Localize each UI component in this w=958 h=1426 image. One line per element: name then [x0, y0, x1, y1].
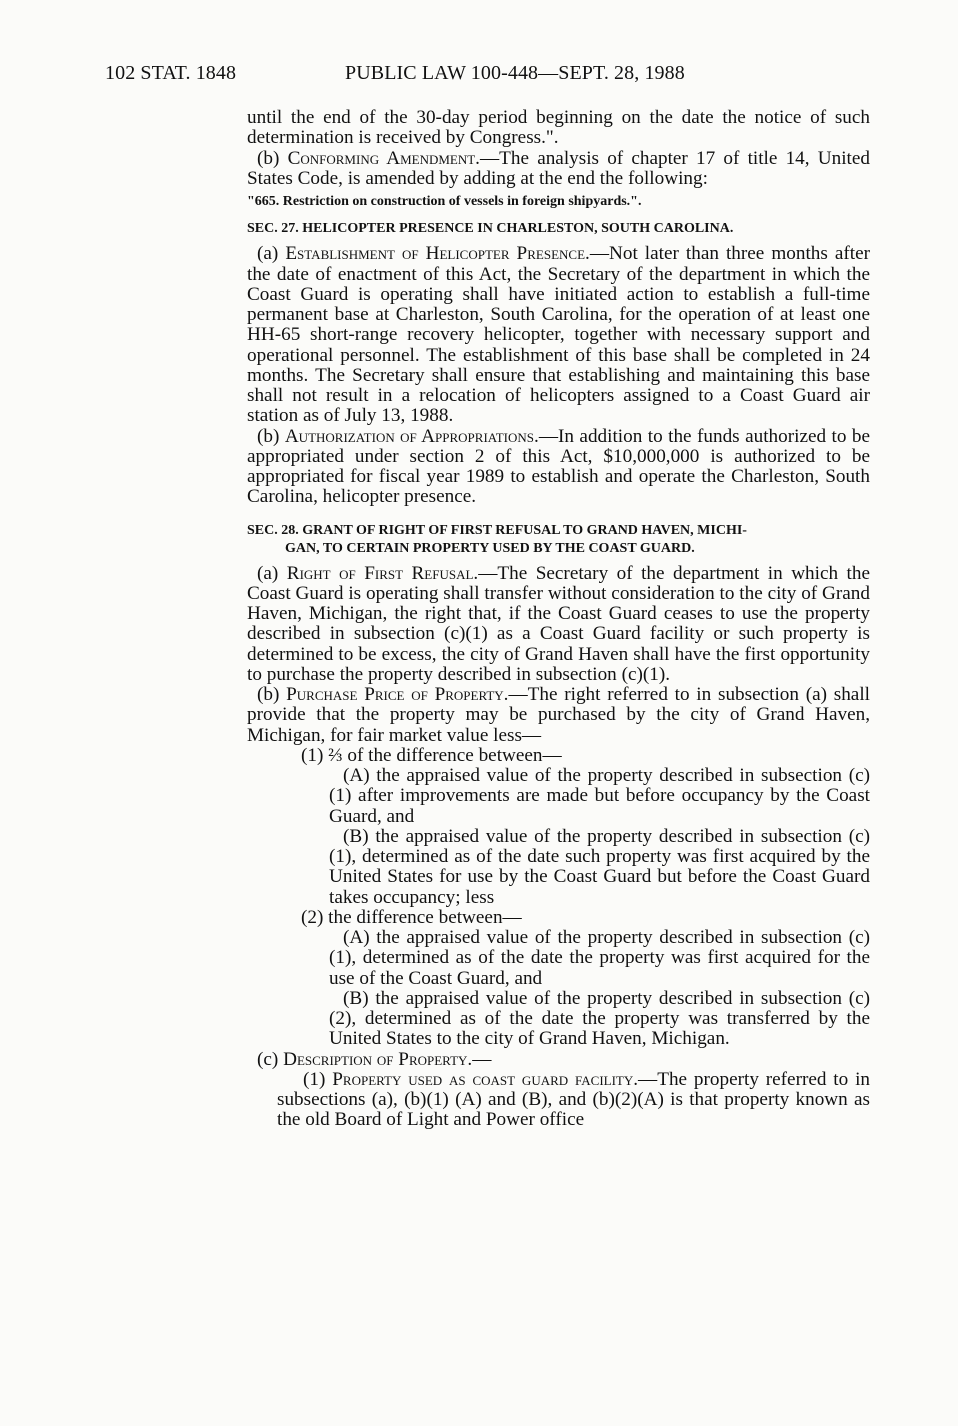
section-27-subsection-b: (b) Authorization of Appropriations.—In addition to the funds authorized to be appropriated under section 2 of this Act, $10,000,000 is authorized to be appropriated for fiscal year 1989 to establish and operate the Charleston, South Carolina, helicopter presence. — [247, 425, 870, 508]
subparagraph-b2A: (A) the appraised value of the property described in subsection (c)(1), determined as of the date the property was first acquired for the use of the Coast Guard, and — [329, 927, 870, 989]
subsection-heading: Authorization of Appropriations. — [284, 425, 539, 447]
subsection-heading: Purchase Price of Property. — [286, 684, 509, 705]
paragraph-b1: (1) ⅔ of the difference between— — [301, 744, 562, 766]
section-28-heading: SEC. 28. GRANT OF RIGHT OF FIRST REFUSAL TO GRAND HAVEN, MICHI- GAN, TO CERTAIN PROPERTY USED BY THE COAST GUARD. — [247, 522, 747, 556]
subparagraph-b2B: (B) the appraised value of the property described in subsection (c)(2), determined as of the date the property was transferred by the United States to the city of Grand Haven, Michigan. — [329, 987, 870, 1050]
section-28-subsection-a: (a) Right of First Refusal.—The Secretary of the department in which the Coast Guard is operating shall transfer without consideration to the city of Grand Haven, Michigan, the right that, if the Coast Guard ceases to use the property described in subsection (c)(1) as a Coast Guard facility or such property is determined to be excess, the city of Grand Haven shall have the first opportunity to purchase the property described in subsection (c)(1). — [247, 562, 871, 685]
paragraph-b2: (2) the difference between— — [301, 906, 522, 928]
section-27-subsection-a: (a) Establishment of Helicopter Presence.—Not later than three months after the date of enactment of this Act, the Secretary of the department in which the Coast Guard is operating shall have initiated action to establish a full-time permanent base at Charleston, South Carolina, for the operation of at least one HH-65 short-range recovery helicopter, together with necessary support and operational personnel. The establishment of this base shall be completed in 24 months. The Secretary shall ensure that establishing and maintaining this base shall not result in a relocation of helicopters assigned to a Coast Guard air station as of July 13, 1988. — [247, 243, 871, 427]
statute-reference: 102 STAT. 1848 — [105, 62, 237, 84]
subsection-heading: Establishment of Helicopter Presence. — [285, 243, 590, 265]
paragraph-heading: Property used as coast guard facility. — [332, 1068, 639, 1090]
subparagraph-b1B: (B) the appraised value of the property described in subsection (c)(1), determined as of the date such property was first acquired by the United States for use by the Coast Guard but before the Coast Guard takes occupancy; less — [329, 825, 870, 908]
subsection-heading: Conforming Amendment. — [287, 147, 480, 169]
section-27-heading: SEC. 27. HELICOPTER PRESENCE IN CHARLESTON, SOUTH CAROLINA. — [247, 221, 734, 237]
paragraph-c1: (1) Property used as coast guard facility.—The property referred to in subsections (a), (b)(1) (A) and (B), and (b)(2)(A) is that property known as the old Board of Light and Power office — [277, 1068, 871, 1131]
section-28-subsection-c: (c) Description of Property.— — [257, 1048, 492, 1070]
paragraph-continuation: until the end of the 30-day period beginning on the date the notice of such determination is received by Congress.". — [247, 107, 870, 149]
document-body — [247, 108, 870, 1131]
subsection-heading: Right of First Refusal. — [286, 562, 479, 584]
subparagraph-b1A: (A) the appraised value of the property described in subsection (c)(1) after improvements are made but before occupancy by the Coast Guard, and — [329, 765, 870, 827]
section-28-subsection-b: (b) Purchase Price of Property.—The right referred to in subsection (a) shall provide that the property may be purchased by the city of Grand Haven, Michigan, for fair market value less— — [247, 684, 870, 746]
analysis-line: "665. Restriction on construction of vessels in foreign shipyards.". — [247, 194, 642, 209]
subsection-heading: Description of Property. — [283, 1048, 473, 1070]
public-law-reference: PUBLIC LAW 100-448—SEPT. 28, 1988 — [345, 62, 685, 84]
paragraph-conforming-amendment: (b) Conforming Amendment.—The analysis of chapter 17 of title 14, United States Code, is amended by adding at the end the following: — [247, 147, 870, 189]
